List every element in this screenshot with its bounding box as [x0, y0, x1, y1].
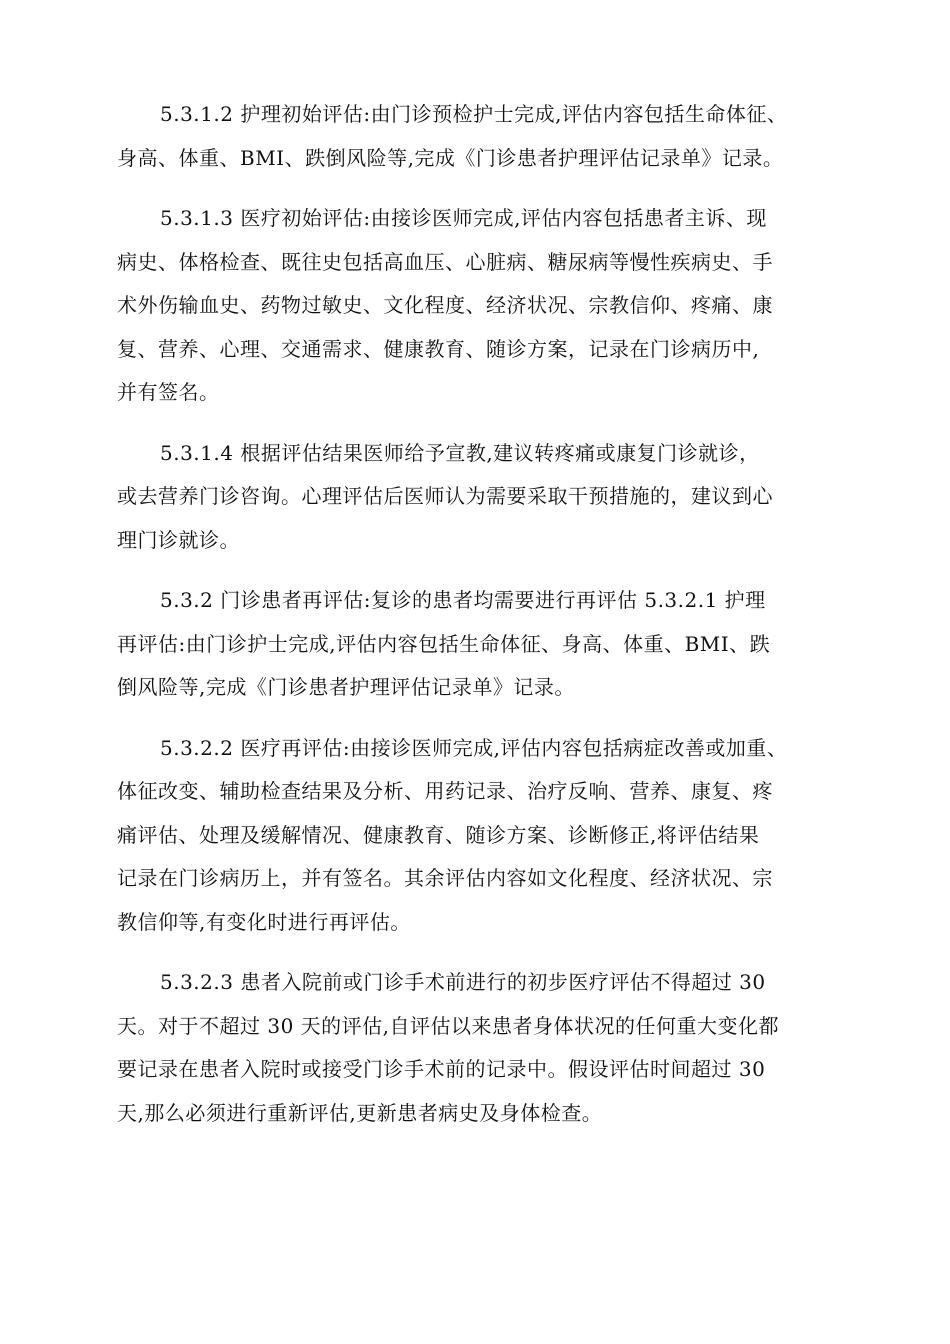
text-line: 5.3.1.4 根据评估结果医师给予宣教,建议转疼痛或康复门诊就诊，: [160, 440, 760, 465]
text-line: 天,那么必须进行重新评估,更新患者病史及身体检查。: [117, 1100, 603, 1125]
text-line: 身高、体重、BMI、跌倒风险等,完成《门诊患者护理评估记录单》记录。: [117, 145, 784, 170]
text-line: 复、营养、心理、交通需求、健康教育、随诊方案，记录在门诊病历中,: [117, 336, 760, 361]
text-line: 再评估:由门诊护士完成,评估内容包括生命体征、身高、体重、BMI、跌: [117, 631, 771, 656]
text-line: 5.3.1.3 医疗初始评估:由接诊医师完成,评估内容包括患者主诉、现: [160, 206, 767, 230]
paragraph: [117, 579, 837, 710]
text-line: 要记录在患者入院时或接受门诊手术前的记录中。假设评估时间超过 30: [117, 1057, 766, 1081]
text-line: 教信仰等,有变化时进行再评估。: [117, 909, 411, 934]
text-line: 记录在门诊病历上，并有签名。其余评估内容如文化程度、经济状况、宗: [117, 866, 773, 890]
text-line: 倒风险等,完成《门诊患者护理评估记录单》记录。: [117, 675, 575, 699]
text-line: 5.3.2.2 医疗再评估:由接诊医师完成,评估内容包括病症改善或加重、: [160, 735, 788, 760]
text-line: 5.3.2 门诊患者再评估:复诊的患者均需要进行再评估 5.3.2.1 护理: [160, 588, 766, 612]
text-line: 理门诊就诊。: [117, 527, 240, 552]
paragraph: [117, 961, 837, 1135]
paragraph: [117, 727, 837, 945]
paragraph: [117, 93, 837, 180]
paragraph: [117, 197, 837, 415]
text-line: 痛评估、处理及缓解情况、健康教育、随诊方案、诊断修正,将评估结果: [117, 822, 760, 847]
text-line: 病史、体格检查、既往史包括高血压、心脏病、糖尿病等慢性疾病史、手: [117, 249, 773, 274]
document-body: [117, 93, 837, 1152]
text-line: 体征改变、辅助检查结果及分析、用药记录、治疗反响、营养、康复、疼: [117, 779, 773, 803]
text-line: 并有签名。: [117, 380, 220, 404]
text-line: 或去营养门诊咨询。心理评估后医师认为需要采取干预措施的，建议到心: [117, 484, 773, 508]
text-line: 5.3.2.3 患者入院前或门诊手术前进行的初步医疗评估不得超过 30: [160, 970, 766, 994]
paragraph: [117, 432, 837, 563]
text-line: 5.3.1.2 护理初始评估:由门诊预检护士完成,评估内容包括生命体征、: [160, 102, 788, 126]
text-line: 天。对于不超过 30 天的评估,自评估以来患者身体状况的任何重大变化都: [117, 1013, 780, 1038]
text-line: 术外伤输血史、药物过敏史、文化程度、经济状况、宗教信仰、疼痛、康: [117, 293, 773, 317]
